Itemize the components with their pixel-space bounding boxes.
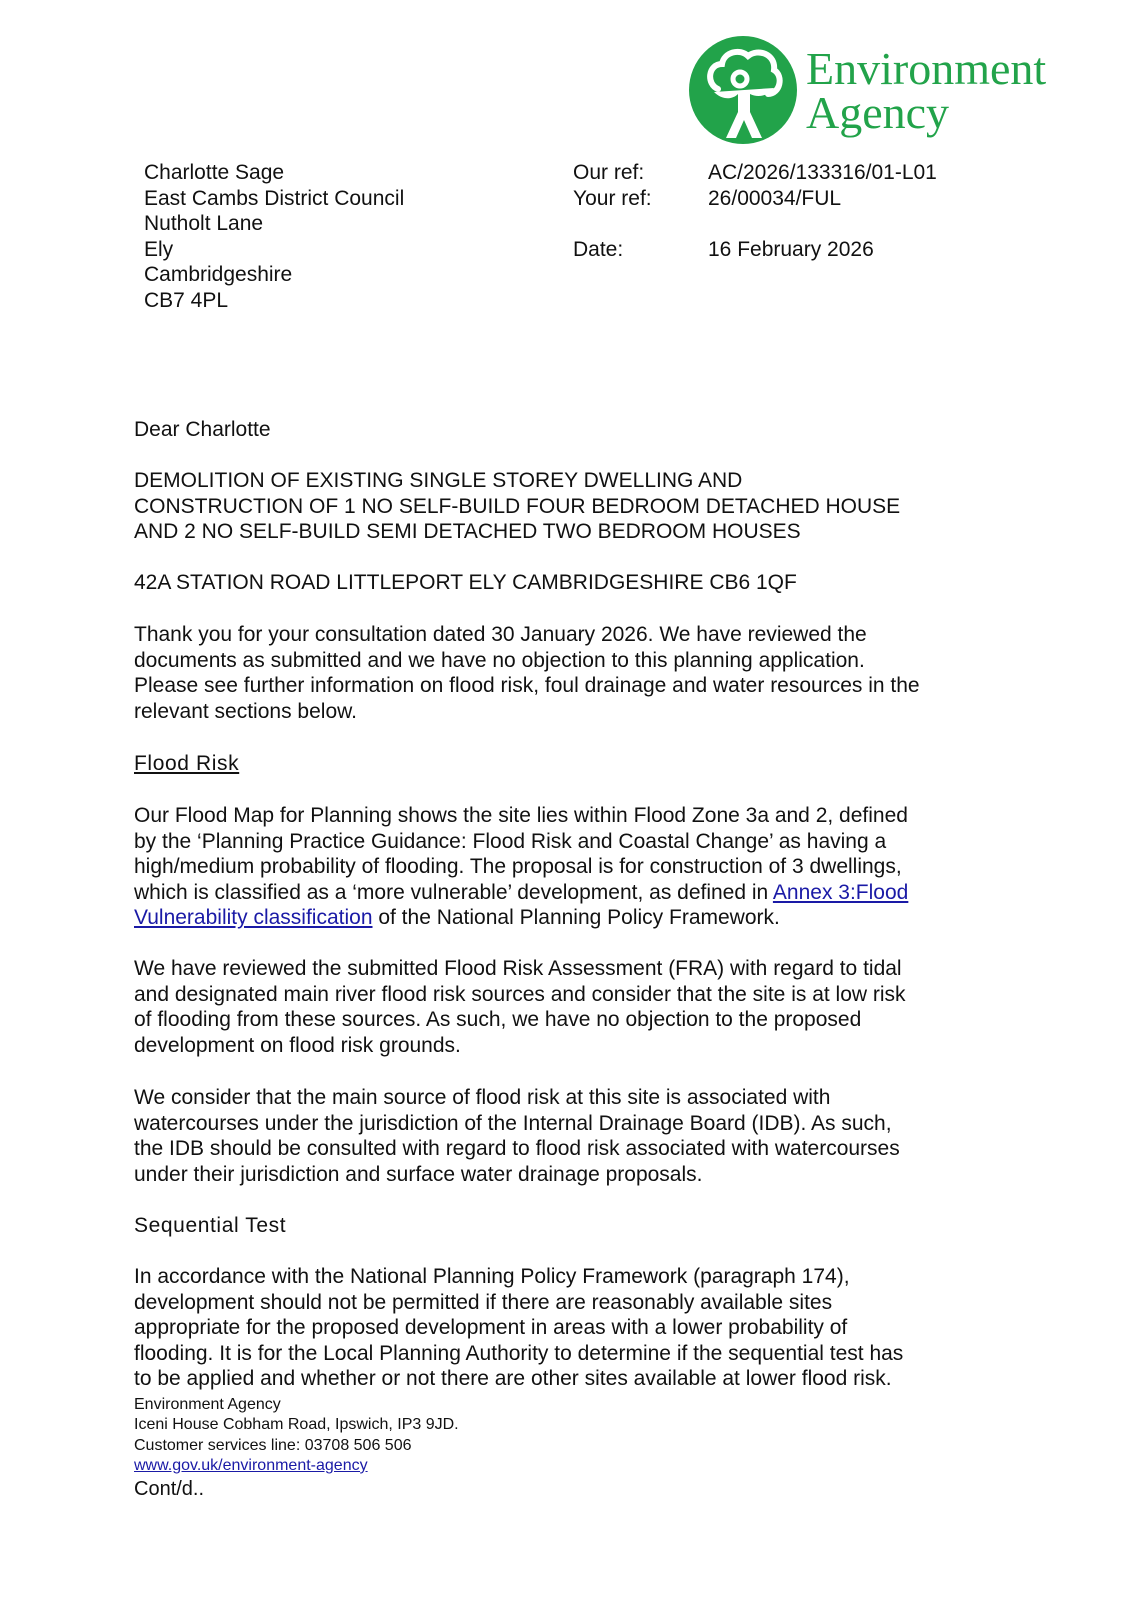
paragraph-line: the IDB should be consulted with regard to flood risk associated with watercourses bbox=[134, 1137, 900, 1161]
recipient-address bbox=[144, 160, 404, 314]
our-ref-value: AC/2026/133316/01-L01 bbox=[708, 161, 937, 184]
date-label: Date: bbox=[573, 238, 624, 261]
paragraph-line: watercourses under the jurisdiction of the Internal Drainage Board (IDB). As such, bbox=[134, 1111, 892, 1135]
intro-paragraph bbox=[134, 622, 920, 724]
paragraph-line: by the ‘Planning Practice Guidance: Flood Risk and Coastal Change’ as having a bbox=[134, 829, 887, 853]
flood-risk-paragraph-1 bbox=[134, 803, 908, 931]
footer-contact bbox=[134, 1395, 459, 1476]
paragraph-line: Thank you for your consultation dated 30 January 2026. We have reviewed the bbox=[134, 623, 867, 646]
paragraph-line: documents as submitted and we have no objection to this planning application. bbox=[134, 648, 865, 672]
our-ref-label: Our ref: bbox=[573, 161, 645, 184]
your-ref-label: Your ref: bbox=[573, 187, 652, 210]
line-text: of the National Planning Policy Framework. bbox=[372, 906, 780, 930]
line-text: which is classified as a ‘more vulnerable’ development, as defined in bbox=[134, 880, 773, 904]
subject-heading bbox=[134, 468, 900, 545]
paragraph-line: appropriate for the proposed development in areas with a lower probability of bbox=[134, 1316, 848, 1340]
flood-risk-heading: Flood Risk bbox=[134, 752, 240, 775]
logo-text-agency: Agency bbox=[806, 87, 950, 138]
your-ref-row bbox=[573, 186, 841, 212]
sequential-test-heading: Sequential Test bbox=[134, 1214, 287, 1237]
paragraph-line: development should not be permitted if there are reasonably available sites bbox=[134, 1290, 833, 1314]
logo-text-environment: Environment bbox=[806, 43, 1047, 94]
paragraph-line: Please see further information on flood risk, foul drainage and water resources in the bbox=[134, 674, 920, 698]
subject-line: CONSTRUCTION OF 1 NO SELF-BUILD FOUR BEDROOM DETACHED HOUSE bbox=[134, 494, 901, 518]
continued-marker: Cont/d.. bbox=[134, 1478, 205, 1500]
date-row bbox=[573, 237, 874, 263]
footer-org: Environment Agency bbox=[134, 1396, 281, 1413]
our-ref-row bbox=[573, 160, 937, 186]
sequential-test-paragraph bbox=[134, 1264, 903, 1392]
paragraph-line: In accordance with the National Planning Policy Framework (paragraph 174), bbox=[134, 1265, 850, 1288]
recipient-name: Charlotte Sage bbox=[144, 161, 285, 184]
paragraph-line: We have reviewed the submitted Flood Risk Assessment (FRA) with regard to tidal bbox=[134, 957, 902, 980]
paragraph-line: We consider that the main source of flood risk at this site is associated with bbox=[134, 1086, 831, 1109]
paragraph-line: under their jurisdiction and surface water drainage proposals. bbox=[134, 1162, 703, 1186]
footer-address: Iceni House Cobham Road, Ipswich, IP3 9JD. bbox=[134, 1416, 459, 1434]
paragraph-line: of flooding from these sources. As such, we have no objection to the proposed bbox=[134, 1008, 862, 1032]
recipient-street: Nutholt Lane bbox=[144, 212, 264, 236]
recipient-postcode: CB7 4PL bbox=[144, 288, 229, 312]
paragraph-line: high/medium probability of flooding. The proposal is for construction of 3 dwellings, bbox=[134, 855, 902, 879]
recipient-county: Cambridgeshire bbox=[144, 263, 293, 287]
paragraph-line: Our Flood Map for Planning shows the site lies within Flood Zone 3a and 2, defined bbox=[134, 804, 908, 827]
your-ref-value: 26/00034/FUL bbox=[708, 187, 842, 210]
recipient-town: Ely bbox=[144, 237, 174, 261]
paragraph-line: flooding. It is for the Local Planning Authority to determine if the sequential test has bbox=[134, 1341, 904, 1365]
date-value: 16 February 2026 bbox=[708, 238, 874, 261]
salutation: Dear Charlotte bbox=[134, 418, 271, 441]
subject-line: DEMOLITION OF EXISTING SINGLE STOREY DWELLING AND bbox=[134, 469, 743, 492]
annex-3-link-continued[interactable]: Vulnerability classification bbox=[134, 906, 373, 930]
flood-risk-paragraph-3 bbox=[134, 1085, 900, 1187]
paragraph-line: and designated main river flood risk sources and consider that the site is at low risk bbox=[134, 982, 906, 1006]
paragraph-line: relevant sections below. bbox=[134, 699, 357, 723]
annex-3-link[interactable]: Annex 3:Flood bbox=[772, 880, 909, 904]
footer-phone: Customer services line: 03708 506 506 bbox=[134, 1436, 412, 1454]
environment-agency-logo bbox=[688, 34, 1088, 146]
recipient-org: East Cambs District Council bbox=[144, 186, 405, 210]
site-address: 42A STATION ROAD LITTLEPORT ELY CAMBRIDGESHIRE CB6 1QF bbox=[134, 571, 797, 594]
footer-website-link[interactable]: www.gov.uk/environment-agency bbox=[134, 1456, 368, 1474]
subject-line: AND 2 NO SELF-BUILD SEMI DETACHED TWO BEDROOM HOUSES bbox=[134, 520, 801, 544]
paragraph-line: to be applied and whether or not there are other sites available at lower flood risk. bbox=[134, 1367, 892, 1391]
paragraph-line bbox=[134, 880, 908, 906]
paragraph-line: development on flood risk grounds. bbox=[134, 1033, 461, 1057]
flood-risk-paragraph-2 bbox=[134, 956, 906, 1058]
paragraph-line bbox=[134, 905, 908, 931]
tree-figure-logo-icon bbox=[688, 34, 800, 146]
